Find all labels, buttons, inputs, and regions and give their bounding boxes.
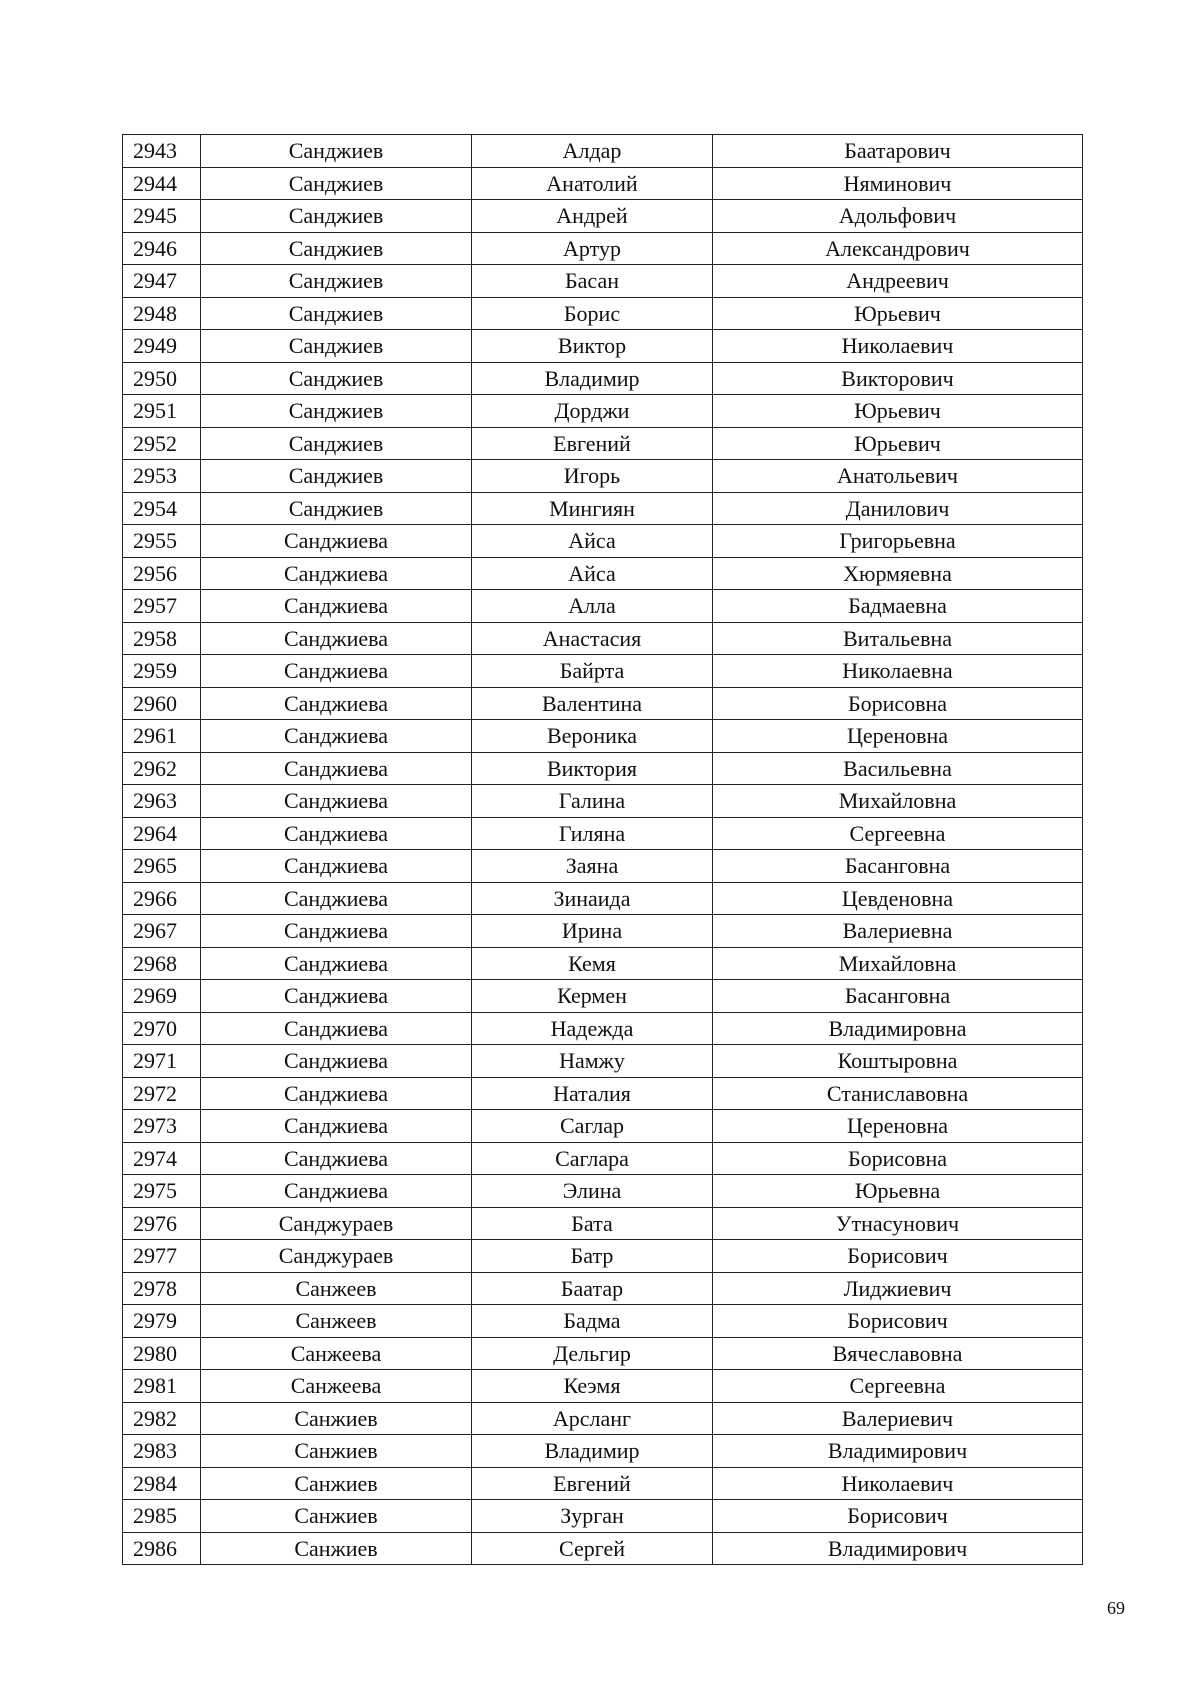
surname-cell: Санджиева xyxy=(201,785,472,818)
row-number-cell: 2943 xyxy=(123,135,201,168)
surname-cell: Санджиева xyxy=(201,980,472,1013)
table-row xyxy=(123,622,1083,655)
table-row xyxy=(123,1175,1083,1208)
row-number-cell: 2965 xyxy=(123,850,201,883)
surname-cell: Санджиева xyxy=(201,1142,472,1175)
row-number-cell: 2970 xyxy=(123,1012,201,1045)
first-name-cell: Байрта xyxy=(472,655,713,688)
row-number-cell: 2984 xyxy=(123,1467,201,1500)
first-name-cell: Кермен xyxy=(472,980,713,1013)
first-name-cell: Галина xyxy=(472,785,713,818)
surname-cell: Санджиева xyxy=(201,622,472,655)
table-row xyxy=(123,687,1083,720)
first-name-cell: Батр xyxy=(472,1240,713,1273)
table-row xyxy=(123,1532,1083,1565)
first-name-cell: Баатар xyxy=(472,1272,713,1305)
patronymic-cell: Станиславовна xyxy=(713,1077,1083,1110)
patronymic-cell: Валериевна xyxy=(713,915,1083,948)
row-number-cell: 2960 xyxy=(123,687,201,720)
patronymic-cell: Вячеславовна xyxy=(713,1337,1083,1370)
first-name-cell: Сергей xyxy=(472,1532,713,1565)
table-row xyxy=(123,1012,1083,1045)
table-row xyxy=(123,980,1083,1013)
surname-cell: Санджиев xyxy=(201,265,472,298)
patronymic-cell: Валериевич xyxy=(713,1402,1083,1435)
table-row xyxy=(123,362,1083,395)
patronymic-cell: Николаевич xyxy=(713,1467,1083,1500)
table-row xyxy=(123,1337,1083,1370)
table-row xyxy=(123,1500,1083,1533)
row-number-cell: 2977 xyxy=(123,1240,201,1273)
first-name-cell: Ирина xyxy=(472,915,713,948)
row-number-cell: 2975 xyxy=(123,1175,201,1208)
surname-cell: Санджиева xyxy=(201,817,472,850)
first-name-cell: Владимир xyxy=(472,1435,713,1468)
first-name-cell: Саглар xyxy=(472,1110,713,1143)
names-table xyxy=(122,134,1083,1565)
row-number-cell: 2973 xyxy=(123,1110,201,1143)
patronymic-cell: Хюрмяевна xyxy=(713,557,1083,590)
patronymic-cell: Адольфович xyxy=(713,200,1083,233)
row-number-cell: 2958 xyxy=(123,622,201,655)
surname-cell: Санджиева xyxy=(201,1012,472,1045)
patronymic-cell: Васильевна xyxy=(713,752,1083,785)
table-row xyxy=(123,1142,1083,1175)
patronymic-cell: Басанговна xyxy=(713,850,1083,883)
surname-cell: Санджиева xyxy=(201,1045,472,1078)
patronymic-cell: Борисович xyxy=(713,1305,1083,1338)
row-number-cell: 2983 xyxy=(123,1435,201,1468)
first-name-cell: Евгений xyxy=(472,427,713,460)
surname-cell: Санджиев xyxy=(201,297,472,330)
row-number-cell: 2968 xyxy=(123,947,201,980)
row-number-cell: 2947 xyxy=(123,265,201,298)
first-name-cell: Бадма xyxy=(472,1305,713,1338)
row-number-cell: 2971 xyxy=(123,1045,201,1078)
patronymic-cell: Борисович xyxy=(713,1500,1083,1533)
surname-cell: Санджиева xyxy=(201,1077,472,1110)
row-number-cell: 2963 xyxy=(123,785,201,818)
surname-cell: Санджиев xyxy=(201,492,472,525)
surname-cell: Санджиев xyxy=(201,427,472,460)
surname-cell: Санжиев xyxy=(201,1402,472,1435)
row-number-cell: 2985 xyxy=(123,1500,201,1533)
surname-cell: Санжиев xyxy=(201,1467,472,1500)
table-row xyxy=(123,167,1083,200)
first-name-cell: Дельгир xyxy=(472,1337,713,1370)
surname-cell: Санджураев xyxy=(201,1240,472,1273)
first-name-cell: Элина xyxy=(472,1175,713,1208)
table-row xyxy=(123,882,1083,915)
first-name-cell: Мингиян xyxy=(472,492,713,525)
surname-cell: Санджиев xyxy=(201,200,472,233)
table-row xyxy=(123,785,1083,818)
surname-cell: Санджиева xyxy=(201,915,472,948)
first-name-cell: Саглара xyxy=(472,1142,713,1175)
table-row xyxy=(123,590,1083,623)
patronymic-cell: Витальевна xyxy=(713,622,1083,655)
patronymic-cell: Юрьевна xyxy=(713,1175,1083,1208)
patronymic-cell: Бадмаевна xyxy=(713,590,1083,623)
patronymic-cell: Коштыровна xyxy=(713,1045,1083,1078)
surname-cell: Санджиев xyxy=(201,232,472,265)
table-row xyxy=(123,915,1083,948)
surname-cell: Санджураев xyxy=(201,1207,472,1240)
row-number-cell: 2969 xyxy=(123,980,201,1013)
row-number-cell: 2980 xyxy=(123,1337,201,1370)
patronymic-cell: Николаевна xyxy=(713,655,1083,688)
first-name-cell: Наталия xyxy=(472,1077,713,1110)
patronymic-cell: Борисовна xyxy=(713,1142,1083,1175)
first-name-cell: Евгений xyxy=(472,1467,713,1500)
row-number-cell: 2949 xyxy=(123,330,201,363)
first-name-cell: Артур xyxy=(472,232,713,265)
patronymic-cell: Юрьевич xyxy=(713,395,1083,428)
table-row xyxy=(123,1435,1083,1468)
row-number-cell: 2948 xyxy=(123,297,201,330)
table-row xyxy=(123,817,1083,850)
row-number-cell: 2981 xyxy=(123,1370,201,1403)
table-row xyxy=(123,200,1083,233)
patronymic-cell: Утнасунович xyxy=(713,1207,1083,1240)
patronymic-cell: Александрович xyxy=(713,232,1083,265)
table-row xyxy=(123,1370,1083,1403)
surname-cell: Санджиева xyxy=(201,557,472,590)
row-number-cell: 2954 xyxy=(123,492,201,525)
patronymic-cell: Анатольевич xyxy=(713,460,1083,493)
surname-cell: Санджиева xyxy=(201,590,472,623)
patronymic-cell: Лиджиевич xyxy=(713,1272,1083,1305)
row-number-cell: 2945 xyxy=(123,200,201,233)
first-name-cell: Зинаида xyxy=(472,882,713,915)
row-number-cell: 2982 xyxy=(123,1402,201,1435)
surname-cell: Санджиева xyxy=(201,752,472,785)
row-number-cell: 2952 xyxy=(123,427,201,460)
table-row xyxy=(123,265,1083,298)
patronymic-cell: Юрьевич xyxy=(713,427,1083,460)
patronymic-cell: Юрьевич xyxy=(713,297,1083,330)
page-number: 69 xyxy=(1107,1598,1125,1618)
surname-cell: Санджиев xyxy=(201,135,472,168)
first-name-cell: Кеэмя xyxy=(472,1370,713,1403)
first-name-cell: Анатолий xyxy=(472,167,713,200)
table-row xyxy=(123,330,1083,363)
patronymic-cell: Сергеевна xyxy=(713,817,1083,850)
first-name-cell: Айса xyxy=(472,525,713,558)
table-row xyxy=(123,655,1083,688)
row-number-cell: 2944 xyxy=(123,167,201,200)
surname-cell: Санджиев xyxy=(201,460,472,493)
surname-cell: Санджиев xyxy=(201,362,472,395)
table-row xyxy=(123,1045,1083,1078)
row-number-cell: 2967 xyxy=(123,915,201,948)
first-name-cell: Валентина xyxy=(472,687,713,720)
surname-cell: Санджиева xyxy=(201,947,472,980)
row-number-cell: 2986 xyxy=(123,1532,201,1565)
row-number-cell: 2953 xyxy=(123,460,201,493)
patronymic-cell: Цереновна xyxy=(713,720,1083,753)
table-row xyxy=(123,947,1083,980)
names-table-body xyxy=(123,135,1083,1565)
row-number-cell: 2974 xyxy=(123,1142,201,1175)
patronymic-cell: Борисовна xyxy=(713,687,1083,720)
first-name-cell: Алла xyxy=(472,590,713,623)
row-number-cell: 2946 xyxy=(123,232,201,265)
table-row xyxy=(123,232,1083,265)
row-number-cell: 2972 xyxy=(123,1077,201,1110)
table-row xyxy=(123,850,1083,883)
first-name-cell: Гиляна xyxy=(472,817,713,850)
table-row xyxy=(123,1110,1083,1143)
row-number-cell: 2964 xyxy=(123,817,201,850)
patronymic-cell: Николаевич xyxy=(713,330,1083,363)
row-number-cell: 2978 xyxy=(123,1272,201,1305)
row-number-cell: 2961 xyxy=(123,720,201,753)
first-name-cell: Зурган xyxy=(472,1500,713,1533)
first-name-cell: Андрей xyxy=(472,200,713,233)
surname-cell: Санжиев xyxy=(201,1532,472,1565)
row-number-cell: 2979 xyxy=(123,1305,201,1338)
patronymic-cell: Цереновна xyxy=(713,1110,1083,1143)
patronymic-cell: Сергеевна xyxy=(713,1370,1083,1403)
surname-cell: Санджиева xyxy=(201,687,472,720)
first-name-cell: Виктория xyxy=(472,752,713,785)
patronymic-cell: Владимирович xyxy=(713,1532,1083,1565)
surname-cell: Санжиев xyxy=(201,1435,472,1468)
first-name-cell: Арсланг xyxy=(472,1402,713,1435)
table-row xyxy=(123,1240,1083,1273)
first-name-cell: Заяна xyxy=(472,850,713,883)
table-row xyxy=(123,427,1083,460)
patronymic-cell: Владимировна xyxy=(713,1012,1083,1045)
patronymic-cell: Данилович xyxy=(713,492,1083,525)
patronymic-cell: Викторович xyxy=(713,362,1083,395)
first-name-cell: Виктор xyxy=(472,330,713,363)
table-row xyxy=(123,720,1083,753)
surname-cell: Санджиева xyxy=(201,1175,472,1208)
surname-cell: Санжеева xyxy=(201,1370,472,1403)
patronymic-cell: Баатарович xyxy=(713,135,1083,168)
table-row xyxy=(123,525,1083,558)
patronymic-cell: Цевденовна xyxy=(713,882,1083,915)
table-row xyxy=(123,752,1083,785)
first-name-cell: Кемя xyxy=(472,947,713,980)
table-row xyxy=(123,297,1083,330)
first-name-cell: Бата xyxy=(472,1207,713,1240)
table-row xyxy=(123,395,1083,428)
surname-cell: Санжиев xyxy=(201,1500,472,1533)
first-name-cell: Дорджи xyxy=(472,395,713,428)
row-number-cell: 2962 xyxy=(123,752,201,785)
first-name-cell: Надежда xyxy=(472,1012,713,1045)
patronymic-cell: Григорьевна xyxy=(713,525,1083,558)
row-number-cell: 2966 xyxy=(123,882,201,915)
first-name-cell: Алдар xyxy=(472,135,713,168)
patronymic-cell: Борисович xyxy=(713,1240,1083,1273)
table-row xyxy=(123,557,1083,590)
first-name-cell: Анастасия xyxy=(472,622,713,655)
table-row xyxy=(123,1305,1083,1338)
first-name-cell: Владимир xyxy=(472,362,713,395)
patronymic-cell: Михайловна xyxy=(713,785,1083,818)
table-row xyxy=(123,135,1083,168)
patronymic-cell: Михайловна xyxy=(713,947,1083,980)
row-number-cell: 2955 xyxy=(123,525,201,558)
surname-cell: Санджиев xyxy=(201,167,472,200)
patronymic-cell: Владимирович xyxy=(713,1435,1083,1468)
first-name-cell: Айса xyxy=(472,557,713,590)
first-name-cell: Басан xyxy=(472,265,713,298)
patronymic-cell: Няминович xyxy=(713,167,1083,200)
surname-cell: Санжеев xyxy=(201,1305,472,1338)
first-name-cell: Вероника xyxy=(472,720,713,753)
surname-cell: Санджиева xyxy=(201,655,472,688)
row-number-cell: 2957 xyxy=(123,590,201,623)
row-number-cell: 2956 xyxy=(123,557,201,590)
surname-cell: Санджиева xyxy=(201,1110,472,1143)
table-row xyxy=(123,1467,1083,1500)
surname-cell: Санджиева xyxy=(201,720,472,753)
table-row xyxy=(123,460,1083,493)
first-name-cell: Намжу xyxy=(472,1045,713,1078)
table-row xyxy=(123,1207,1083,1240)
surname-cell: Санжеев xyxy=(201,1272,472,1305)
surname-cell: Санджиева xyxy=(201,882,472,915)
surname-cell: Санджиев xyxy=(201,330,472,363)
table-row xyxy=(123,492,1083,525)
row-number-cell: 2976 xyxy=(123,1207,201,1240)
first-name-cell: Борис xyxy=(472,297,713,330)
surname-cell: Санджиева xyxy=(201,850,472,883)
surname-cell: Санжеева xyxy=(201,1337,472,1370)
table-row xyxy=(123,1402,1083,1435)
patronymic-cell: Андреевич xyxy=(713,265,1083,298)
patronymic-cell: Басанговна xyxy=(713,980,1083,1013)
row-number-cell: 2951 xyxy=(123,395,201,428)
surname-cell: Санджиева xyxy=(201,525,472,558)
first-name-cell: Игорь xyxy=(472,460,713,493)
row-number-cell: 2950 xyxy=(123,362,201,395)
table-row xyxy=(123,1272,1083,1305)
table-row xyxy=(123,1077,1083,1110)
surname-cell: Санджиев xyxy=(201,395,472,428)
row-number-cell: 2959 xyxy=(123,655,201,688)
